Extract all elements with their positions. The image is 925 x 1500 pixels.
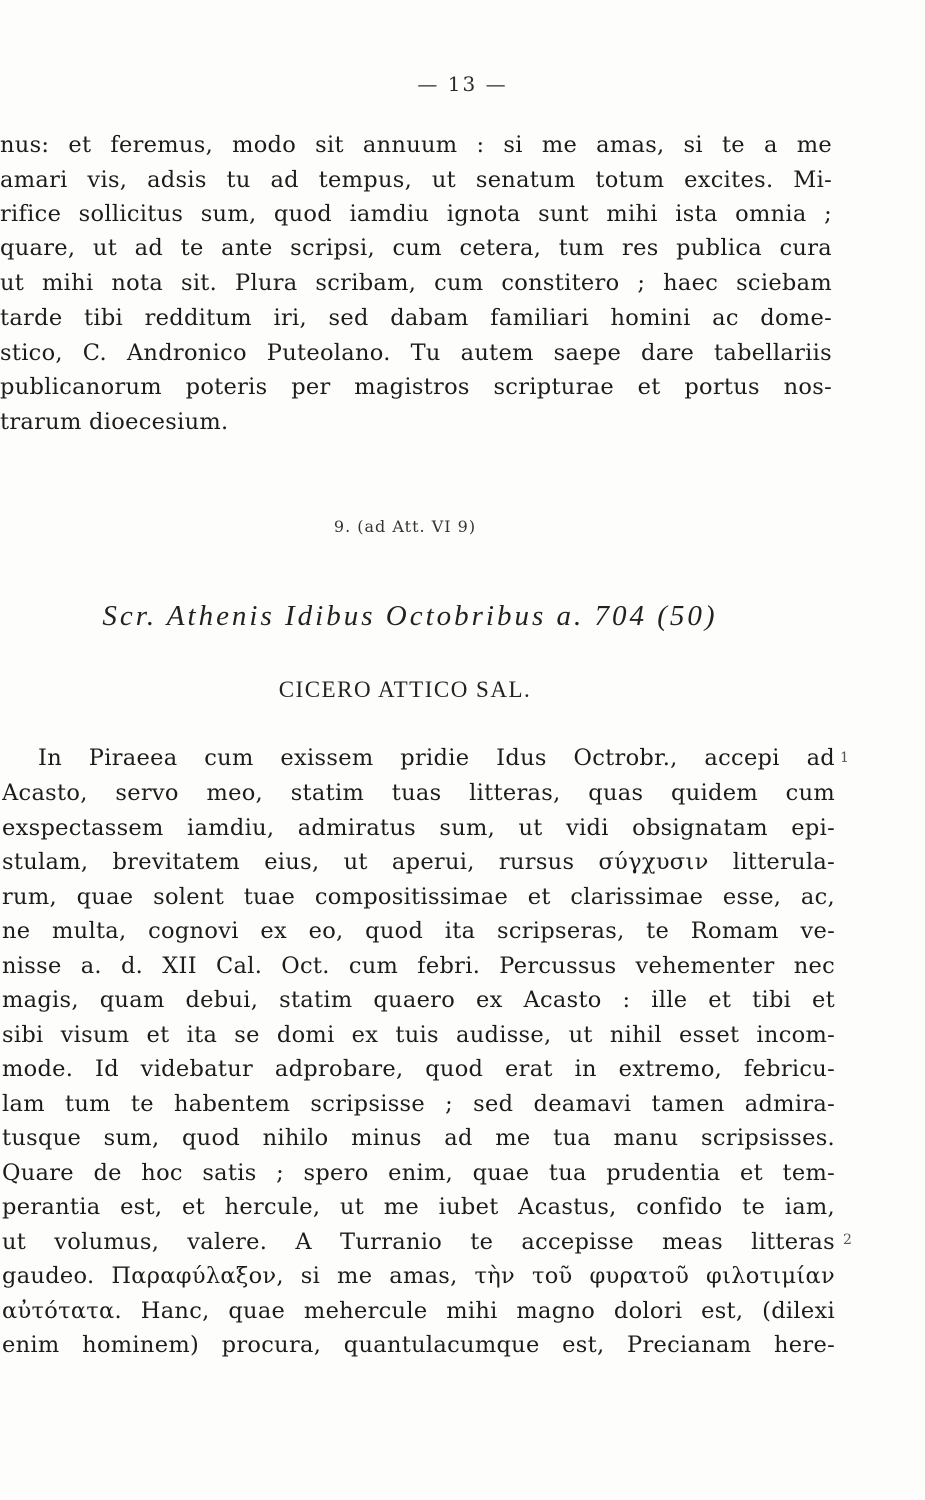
letter-salutation: CICERO ATTICO SAL. xyxy=(278,677,532,702)
margin-note-2: 2 xyxy=(843,1232,852,1248)
text-line: enim hominem) procura, quantulacumque est, Precianam here- xyxy=(2,1332,835,1358)
letter-dateline: Scr. Athenis Idibus Octobribus a. 704 (50) xyxy=(102,600,718,632)
letter-reference: 9. (ad Att. VI 9) xyxy=(333,517,477,536)
text-line: In Piraeea cum exissem pridie Idus Octrobr., accepi ad xyxy=(38,745,835,771)
text-line: exspectassem iamdiu, admiratus sum, ut vidi obsignatam epi- xyxy=(2,815,835,841)
text-line: stulam, brevitatem eius, ut aperui, rursus σύγχυσιν litterula- xyxy=(2,849,835,875)
text-line: ut mihi nota sit. Plura scribam, cum constitero ; haec sciebam xyxy=(0,270,832,296)
margin-note-1: 1 xyxy=(840,750,849,766)
text-line: quare, ut ad te ante scripsi, cum cetera, tum res publica cura xyxy=(0,235,832,261)
text-line: Acasto, servo meo, statim tuas litteras, quas quidem cum xyxy=(2,780,835,806)
text-line: gaudeo. Παραφύλαξον, si me amas, τὴν τοῦ φυρατοῦ φιλοτιμίαν xyxy=(2,1263,835,1289)
text-line: ne multa, cognovi ex eo, quod ita scripseras, te Romam ve- xyxy=(2,918,835,944)
text-line: lam tum te habentem scripsisse ; sed deamavi tamen admira- xyxy=(2,1091,835,1117)
text-line: publicanorum poteris per magistros scripturae et portus nos- xyxy=(0,374,832,400)
text-line: tarde tibi redditum iri, sed dabam familiari homini ac dome- xyxy=(0,305,832,331)
text-line: ut volumus, valere. A Turranio te accepisse meas litteras xyxy=(2,1229,835,1255)
text-line: nisse a. d. XII Cal. Oct. cum febri. Percussus vehementer nec xyxy=(2,953,835,979)
text-line: amari vis, adsis tu ad tempus, ut senatum totum excites. Mi- xyxy=(0,167,832,193)
text-line: αὐτότατα. Hanc, quae mehercule mihi magno dolori est, (dilexi xyxy=(2,1298,835,1324)
text-line: Quare de hoc satis ; spero enim, quae tua prudentia et tem- xyxy=(2,1160,835,1186)
text-line: tusque sum, quod nihilo minus ad me tua manu scripsisses. xyxy=(2,1125,835,1151)
text-line: rum, quae solent tuae compositissimae et clarissimae esse, ac, xyxy=(2,884,835,910)
text-line: magis, quam debui, statim quaero ex Acasto : ille et tibi et xyxy=(2,987,835,1013)
text-line: sibi visum et ita se domi ex tuis audisse, ut nihil esset incom- xyxy=(2,1022,835,1048)
text-line: rifice sollicitus sum, quod iamdiu ignota sunt mihi ista omnia ; xyxy=(0,201,832,227)
text-line: perantia est, et hercule, ut me iubet Acastus, confido te iam, xyxy=(2,1194,835,1220)
text-line: mode. Id videbatur adprobare, quod erat in extremo, febricu- xyxy=(2,1056,835,1082)
text-line: stico, C. Andronico Puteolano. Tu autem saepe dare tabellariis xyxy=(0,340,832,366)
text-line: trarum dioecesium. xyxy=(0,409,229,435)
text-line: nus: et feremus, modo sit annuum : si me amas, si te a me xyxy=(0,132,832,158)
page-number: — 13 — xyxy=(417,72,508,96)
